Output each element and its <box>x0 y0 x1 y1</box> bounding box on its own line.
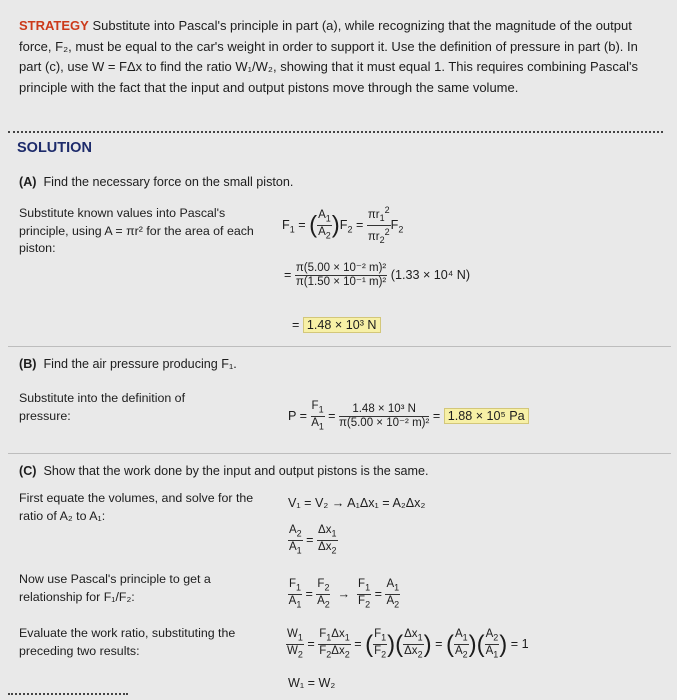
pressure-numerator: 1.48 × 10³ N <box>339 403 429 417</box>
separator-b <box>8 453 671 454</box>
force-ratio-equation: $\frac{F_1}{A_1}$ = $\frac{F_2}{A_2}$ → $\frac{F_1}{F_2}$ = $\frac{A_1}{A_2}$ <box>288 578 400 610</box>
dotted-divider <box>8 131 663 133</box>
part-c-description-3: Evaluate the work ratio, substituting the preceding two results: <box>19 626 236 658</box>
part-a-header <box>19 175 293 189</box>
strategy-label: STRATEGY <box>19 18 89 33</box>
part-b-description: Substitute into the definition of pressure: <box>19 391 186 423</box>
work-ratio-equation: $\frac{W_1}{W_2}$ = $\frac{F_1\Delta x_1}{F_2\Delta x_2}$ = ( $\frac{F_1}{F_2}$ )( $\frac{\Delta x_1}{\Delta x_2}$ ) = ( $\frac{A_1}{A_2}$ )( $\frac{A_2}{A_1}$ ) = 1 <box>287 628 529 660</box>
pressure-equation: P = $\frac{F_1}{A_1}$ = $\frac{\text{1.48 × 10³ N}}{\text{π(5.00 × 10⁻² m)²}}$ = 1.88 × 10⁵ Pa <box>288 400 529 434</box>
separator-a <box>8 346 671 347</box>
solution-heading: SOLUTION <box>17 140 92 156</box>
pressure-denominator: π(5.00 × 10⁻² m)² <box>338 417 430 430</box>
part-b-title: Find the air pressure producing F₁. <box>43 357 237 371</box>
part-c-header <box>19 464 429 478</box>
part-c-title: Show that the work done by the input and output pistons is the same. <box>43 464 429 478</box>
part-b-result: 1.88 × 10⁵ Pa <box>444 408 529 424</box>
part-c-description-2: Now use Pascal's principle to get a relationship for F₁/F₂: <box>19 572 211 604</box>
part-a-label: (A) <box>19 175 37 189</box>
part-a-result-line: = 1.48 × 10³ N <box>292 318 381 332</box>
strategy-paragraph <box>19 16 659 98</box>
part-a-description: Substitute known values into Pascal's principle, using A = πr² for the area of each piston: <box>19 206 254 255</box>
sub-numerator: π(5.00 × 10⁻² m)² <box>295 262 387 274</box>
part-a-title: Find the necessary force on the small piston. <box>43 175 294 189</box>
sub-denominator: π(1.50 × 10⁻¹ m)² <box>295 276 387 288</box>
part-b-header <box>19 357 237 371</box>
part-a-result: 1.48 × 10³ N <box>303 317 381 333</box>
substitution-line: = $\frac{\text{π(5.00 × 10⁻² m)²}}{\text{π(1.50 × 10⁻¹ m)²}}$ (1.33 × 10⁴ N) <box>284 262 471 288</box>
strategy-text: Substitute into Pascal's principle in part (a), while recognizing that the magnitude of the output force, F₂, must be equal to the car's weight in order to support it. Use the definition of pressure in part (b). In part (c), use W = FΔx to find the ratio W₁/W₂, showing that it must equal 1. This requires combining Pascal's principle with the fact that the input and output pistons move through the same volume. <box>19 18 638 95</box>
part-b-label: (B) <box>19 357 37 371</box>
part-c-description-1: First equate the volumes, and solve for the ratio of A₂ to A₁: <box>19 491 254 523</box>
part-c-label: (C) <box>19 464 37 478</box>
volume-equation: V₁ = V₂ → A₁Δx₁ = A₂Δx₂ <box>288 496 426 510</box>
sub-force: (1.33 × 10⁴ N) <box>390 267 471 282</box>
pascal-equation: $F_1$ = ( $\frac{A_1}{A_2}$ )$F_2$ = $\frac{\pi r_1^2}{\pi r_2^2}$ $F_2$ <box>282 205 404 246</box>
equals-one: = 1 <box>510 637 529 652</box>
dotted-divider-bottom <box>8 693 128 695</box>
area-ratio-equation: $\frac{A_2}{A_1}$ = $\frac{\Delta x_1}{\Delta x_2}$ <box>289 524 337 556</box>
final-equation: W₁ = W₂ <box>288 676 336 690</box>
